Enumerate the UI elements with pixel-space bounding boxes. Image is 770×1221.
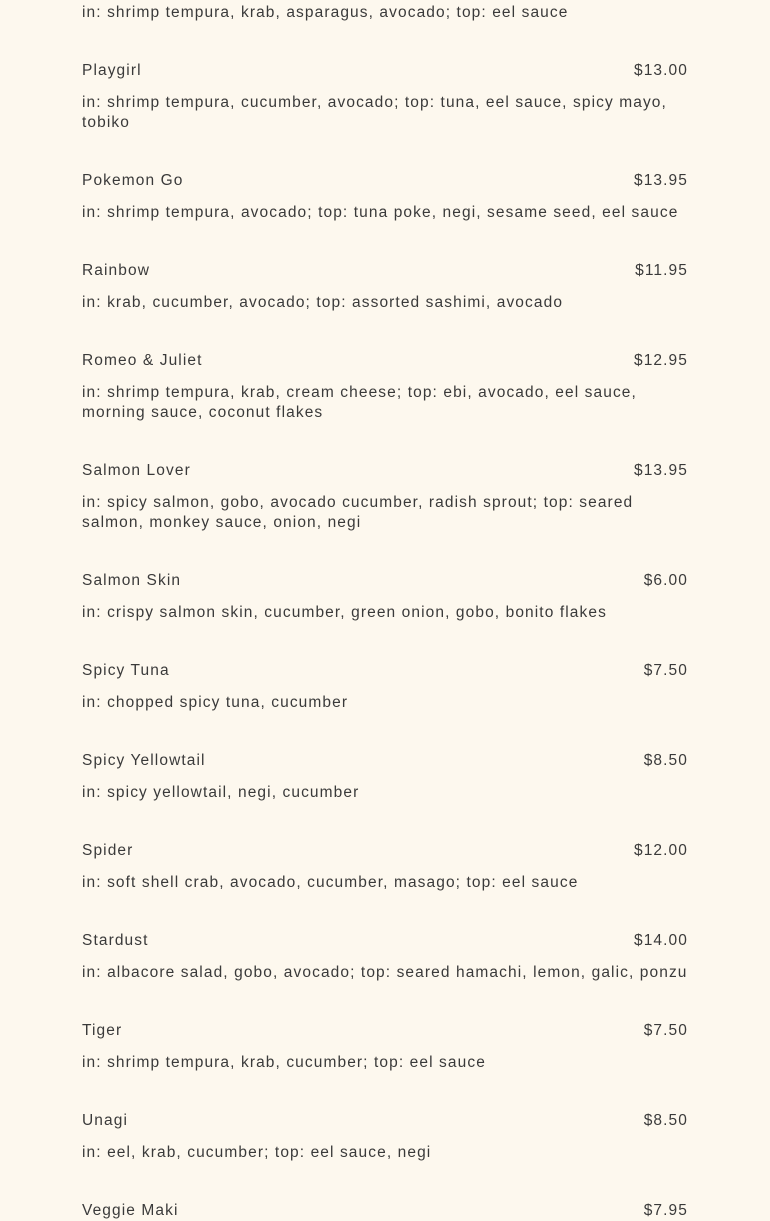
- menu-item-name: Spider: [82, 842, 134, 859]
- menu-item-name: Tiger: [82, 1022, 123, 1039]
- menu-item-description: in: spicy yellowtail, negi, cucumber: [82, 784, 360, 801]
- menu-item-name: Rainbow: [82, 262, 151, 279]
- menu-item-description: in: shrimp tempura, krab, cream cheese; top: ebi, avocado, eel sauce, morning sauce, coconut flakes: [82, 384, 637, 421]
- menu-item-price: $13.95: [633, 462, 688, 479]
- menu-item-spicy-yellowtail: [82, 751, 688, 803]
- menu-item-price: $12.95: [633, 352, 688, 369]
- menu-item-salmon-skin: [82, 571, 688, 623]
- menu-item-description: in: shrimp tempura, krab, cucumber; top: eel sauce: [82, 1054, 486, 1071]
- menu-item-playgirl: [82, 61, 688, 133]
- menu-list: [82, 0, 688, 1221]
- menu-item-price: $12.00: [633, 842, 688, 859]
- menu-item-tiger: [82, 1021, 688, 1073]
- menu-item-name: Salmon Lover: [82, 462, 191, 479]
- menu-item-name: Romeo & Juliet: [82, 352, 203, 369]
- menu-item-name: Unagi: [82, 1112, 128, 1129]
- menu-item-description: in: krab, cucumber, avocado; top: assorted sashimi, avocado: [82, 294, 564, 311]
- menu-item-price: $13.00: [633, 62, 688, 79]
- menu-item-name: Spicy Tuna: [82, 662, 170, 679]
- menu-item-name: Spicy Yellowtail: [82, 752, 206, 769]
- menu-item-description: in: shrimp tempura, avocado; top: tuna poke, negi, sesame seed, eel sauce: [82, 204, 679, 221]
- menu-item-price: $6.00: [643, 572, 688, 589]
- menu-item-description: in: albacore salad, gobo, avocado; top: seared hamachi, lemon, galic, ponzu: [82, 964, 688, 981]
- menu-item-price: $11.95: [635, 262, 688, 279]
- menu-item-description: in: shrimp tempura, cucumber, avocado; top: tuna, eel sauce, spicy mayo, tobiko: [82, 94, 667, 131]
- menu-item-veggie-maki: [82, 1201, 688, 1221]
- menu-item-romeo-juliet: [82, 351, 688, 423]
- menu-item-name: Pokemon Go: [82, 172, 184, 189]
- menu-item-price: $7.95: [643, 1202, 688, 1219]
- menu-item-price: $8.50: [643, 1112, 688, 1129]
- menu-item-unagi: [82, 1111, 688, 1163]
- menu-item-description: in: chopped spicy tuna, cucumber: [82, 694, 349, 711]
- menu-item-price: $7.50: [643, 1022, 688, 1039]
- menu-item-description: in: crispy salmon skin, cucumber, green onion, gobo, bonito flakes: [82, 604, 607, 621]
- menu-item-stardust: [82, 931, 688, 983]
- menu-item-name: Veggie Maki: [82, 1202, 179, 1219]
- menu-item-price: $7.50: [643, 662, 688, 679]
- menu-item-description: in: shrimp tempura, krab, asparagus, avocado; top: eel sauce: [82, 4, 569, 21]
- menu-item-name: Salmon Skin: [82, 572, 182, 589]
- menu-item-price: $8.50: [643, 752, 688, 769]
- menu-item-description: in: spicy salmon, gobo, avocado cucumber, radish sprout; top: seared salmon, monkey sauce, onion, negi: [82, 494, 634, 531]
- menu-item-salmon-lover: [82, 461, 688, 533]
- menu-item-price: $13.95: [633, 172, 688, 189]
- menu-item-description: in: soft shell crab, avocado, cucumber, masago; top: eel sauce: [82, 874, 579, 891]
- menu-item-pokemon-go: [82, 171, 688, 223]
- menu-item-rainbow: [82, 261, 688, 313]
- menu-item-spider: [82, 841, 688, 893]
- menu-item-spicy-tuna: [82, 661, 688, 713]
- menu-item-name: Stardust: [82, 932, 149, 949]
- menu-item-price: $14.00: [633, 932, 688, 949]
- menu-item-name: Playgirl: [82, 62, 142, 79]
- menu-item-description: in: eel, krab, cucumber; top: eel sauce, negi: [82, 1144, 432, 1161]
